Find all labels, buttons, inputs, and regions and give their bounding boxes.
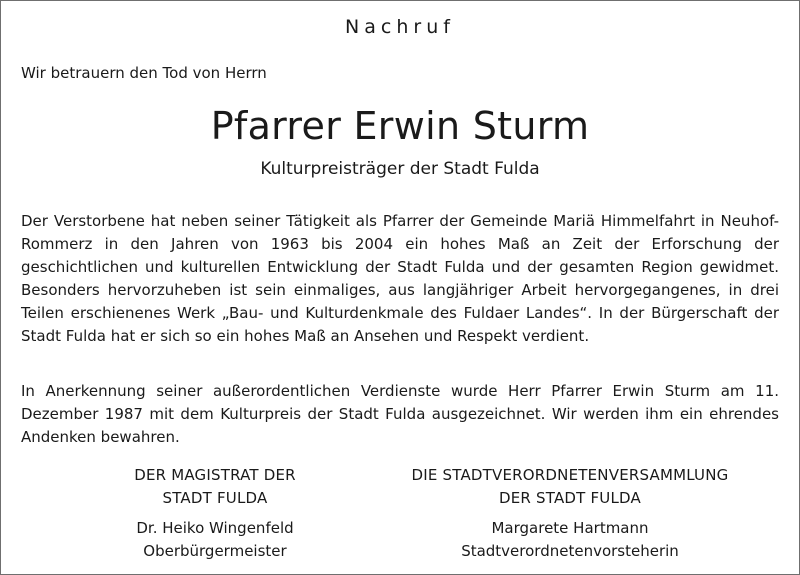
signature-block-assembly: [370, 464, 770, 563]
intro-line: Wir betrauern den Tod von Herrn: [21, 64, 267, 82]
signature-role: Oberbürgermeister: [143, 542, 287, 560]
signature-block-magistrate: [90, 464, 340, 563]
notice-heading: Nachruf: [345, 16, 455, 38]
signature-org-line: STADT FULDA: [162, 489, 268, 507]
signature-person: Margarete Hartmann: [491, 519, 649, 537]
signature-org-line: DIE STADTVERORDNETENVERSAMMLUNG: [411, 466, 729, 484]
deceased-title: Kulturpreisträger der Stadt Fulda: [260, 159, 540, 179]
signature-role: Stadtverordnetenvorsteherin: [461, 542, 679, 560]
award-paragraph: In Anerkennung seiner außerordentlichen Verdienste wurde Herr Pfarrer Erwin Sturm am 11. Dezember 1987 mit dem Kulturpreis der Stadt Fulda ausgezeichnet. Wir werden ihm ein ehrendes Andenken bewahren.: [21, 382, 779, 446]
signature-org-line: DER STADT FULDA: [499, 489, 641, 507]
deceased-name: Pfarrer Erwin Sturm: [210, 104, 590, 148]
tribute-paragraph: Der Verstorbene hat neben seiner Tätigkeit als Pfarrer der Gemeinde Mariä Himmelfahrt in Neuhof-Rommerz in den Jahren von 1963 bis 2004 ein hohes Maß an Zeit der Erforschung der geschichtlichen und kulturellen Entwicklung der Stadt Fulda und der gesamten Region gewidmet. Besonders hervorzuheben ist sein einmaliges, aus langjähriger Arbeit hervorgegangenes, in drei Teilen erschienenes Werk „Bau- und Kulturdenkmale des Fuldaer Landes“. In der Bürgerschaft der Stadt Fulda hat er sich so ein hohes Maß an Ansehen und Respekt verdient.: [21, 212, 779, 345]
signature-org-line: DER MAGISTRAT DER: [134, 466, 296, 484]
signature-person: Dr. Heiko Wingenfeld: [136, 519, 294, 537]
